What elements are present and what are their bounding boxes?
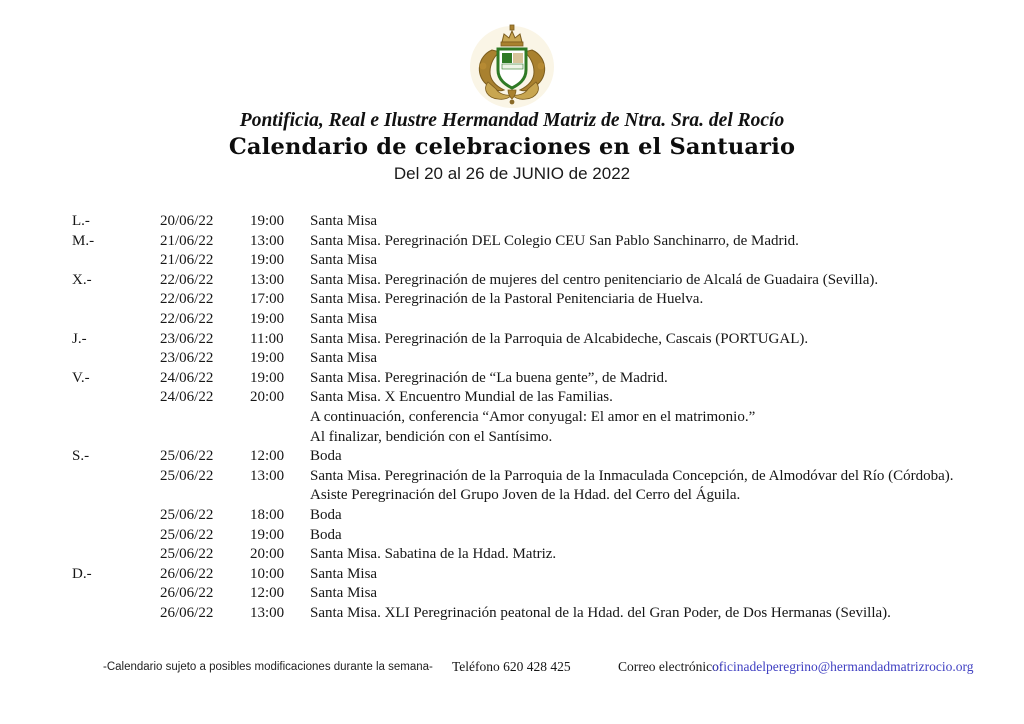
time-cell: 19:00	[250, 213, 285, 229]
table-row	[70, 565, 1014, 585]
day-cell	[70, 251, 160, 271]
event-cell: Santa Misa	[310, 310, 378, 327]
day-cell	[70, 584, 160, 604]
table-row	[70, 545, 1014, 565]
event-cell: Santa Misa. Peregrinación de la Pastoral Penitenciaria de Huelva.	[310, 291, 704, 308]
time-cell: 19:00	[250, 350, 285, 367]
day-cell	[70, 604, 160, 624]
event-cell: Boda	[310, 506, 342, 523]
date-cell: 26/06/22	[160, 585, 214, 602]
time-cell	[250, 428, 310, 448]
event-cell: Boda	[310, 526, 342, 543]
date-cell: 24/06/22	[160, 389, 214, 406]
date-cell: 24/06/22	[160, 369, 214, 386]
date-cell: 26/06/22	[160, 565, 214, 582]
table-row	[70, 584, 1014, 604]
day-cell: D.-	[72, 565, 92, 582]
time-cell: 19:00	[250, 526, 285, 543]
time-cell	[250, 408, 310, 428]
table-row	[70, 506, 1014, 526]
table-row	[70, 526, 1014, 546]
event-cell: Asiste Peregrinación del Grupo Joven de la Hdad. del Cerro del Águila.	[310, 487, 741, 504]
day-cell	[70, 545, 160, 565]
date-cell: 25/06/22	[160, 467, 214, 484]
time-cell: 13:00	[250, 604, 285, 621]
day-cell: V.-	[72, 369, 90, 386]
modification-note: -Calendario sujeto a posibles modificaciones durante la semana-	[103, 661, 433, 673]
brotherhood-crest-icon	[466, 22, 558, 108]
time-cell: 11:00	[250, 330, 284, 347]
table-row	[70, 330, 1014, 350]
day-cell	[70, 506, 160, 526]
date-cell: 20/06/22	[160, 213, 214, 229]
time-cell: 12:00	[250, 448, 285, 465]
table-row	[70, 271, 1014, 291]
day-cell	[70, 310, 160, 330]
time-cell: 13:00	[250, 271, 285, 288]
date-cell: 25/06/22	[160, 526, 214, 543]
table-row	[70, 349, 1014, 369]
day-cell: L.-	[72, 213, 90, 229]
event-cell: Santa Misa	[310, 565, 378, 582]
date-cell: 21/06/22	[160, 232, 214, 249]
table-row	[70, 447, 1014, 467]
event-cell: Santa Misa. XLI Peregrinación peatonal de la Hdad. del Gran Poder, de Dos Hermanas (Sevilla).	[310, 604, 891, 621]
event-cell: Santa Misa	[310, 350, 378, 367]
day-cell	[70, 408, 160, 428]
day-cell	[70, 349, 160, 369]
date-cell: 26/06/22	[160, 604, 214, 621]
table-row	[70, 310, 1014, 330]
date-cell: 25/06/22	[160, 448, 214, 465]
day-cell: S.-	[72, 448, 90, 465]
page-title: Calendario de celebraciones en el Santuario	[228, 134, 796, 160]
event-cell: A continuación, conferencia “Amor conyugal: El amor en el matrimonio.”	[310, 408, 756, 425]
schedule-table	[70, 212, 1014, 623]
table-row	[70, 467, 1014, 487]
time-cell	[250, 486, 310, 506]
date-cell	[160, 408, 250, 428]
time-cell: 13:00	[250, 467, 285, 484]
phone-number: Teléfono 620 428 425	[452, 659, 571, 674]
date-cell: 22/06/22	[160, 271, 214, 288]
table-row	[70, 290, 1014, 310]
date-cell: 21/06/22	[160, 252, 214, 269]
table-row	[70, 604, 1014, 624]
event-cell: Santa Misa. Peregrinación DEL Colegio CEU San Pablo Sanchinarro, de Madrid.	[310, 232, 799, 249]
time-cell: 19:00	[250, 252, 285, 269]
event-cell: Santa Misa	[310, 585, 378, 602]
time-cell: 12:00	[250, 585, 285, 602]
day-cell	[70, 526, 160, 546]
event-cell: Santa Misa. Peregrinación de la Parroquia de Alcabideche, Cascais (PORTUGAL).	[310, 330, 809, 347]
date-cell	[160, 486, 250, 506]
date-cell: 23/06/22	[160, 350, 214, 367]
email-label: Correo electrónico:	[618, 659, 723, 674]
time-cell: 10:00	[250, 565, 285, 582]
day-cell	[70, 467, 160, 487]
date-cell: 23/06/22	[160, 330, 214, 347]
event-cell: Santa Misa. X Encuentro Mundial de las Familias.	[310, 389, 613, 406]
time-cell: 18:00	[250, 506, 285, 523]
table-row	[70, 408, 1014, 428]
day-cell: X.-	[72, 271, 92, 288]
table-row	[70, 251, 1014, 271]
table-row	[70, 232, 1014, 252]
day-cell: M.-	[72, 232, 95, 249]
event-cell: Santa Misa	[310, 213, 378, 229]
organization-name: Pontificia, Real e Ilustre Hermandad Matriz de Ntra. Sra. del Rocío	[239, 110, 785, 131]
table-row	[70, 388, 1014, 408]
day-cell	[70, 486, 160, 506]
table-row	[70, 486, 1014, 506]
table-row	[70, 212, 1014, 232]
day-cell	[70, 388, 160, 408]
day-cell	[70, 428, 160, 448]
date-cell: 25/06/22	[160, 506, 214, 523]
footer	[0, 658, 1024, 678]
event-cell: Santa Misa. Peregrinación de la Parroquia de la Inmaculada Concepción, de Almodóvar del Río (Córdoba).	[310, 467, 954, 484]
time-cell: 17:00	[250, 291, 285, 308]
time-cell: 19:00	[250, 310, 285, 327]
event-cell: Santa Misa	[310, 252, 378, 269]
date-range-subtitle: Del 20 al 26 de JUNIO de 2022	[393, 164, 631, 183]
event-cell: Boda	[310, 448, 342, 465]
event-cell: Al finalizar, bendición con el Santísimo.	[310, 428, 553, 445]
event-cell: Santa Misa. Peregrinación de “La buena gente”, de Madrid.	[310, 369, 668, 386]
day-cell: J.-	[72, 330, 87, 347]
date-cell: 22/06/22	[160, 291, 214, 308]
table-row	[70, 369, 1014, 389]
time-cell: 19:00	[250, 369, 285, 386]
event-cell: Santa Misa. Peregrinación de mujeres del centro penitenciario de Alcalá de Guadaira (Sevilla).	[310, 271, 879, 288]
table-row	[70, 428, 1014, 448]
date-cell	[160, 428, 250, 448]
email-link[interactable]: oficinadelperegrino@hermandadmatrizrocio.org	[712, 659, 974, 674]
time-cell: 13:00	[250, 232, 285, 249]
day-cell	[70, 290, 160, 310]
time-cell: 20:00	[250, 546, 285, 563]
date-cell: 25/06/22	[160, 546, 214, 563]
time-cell: 20:00	[250, 389, 285, 406]
date-cell: 22/06/22	[160, 310, 214, 327]
event-cell: Santa Misa. Sabatina de la Hdad. Matriz.	[310, 546, 557, 563]
